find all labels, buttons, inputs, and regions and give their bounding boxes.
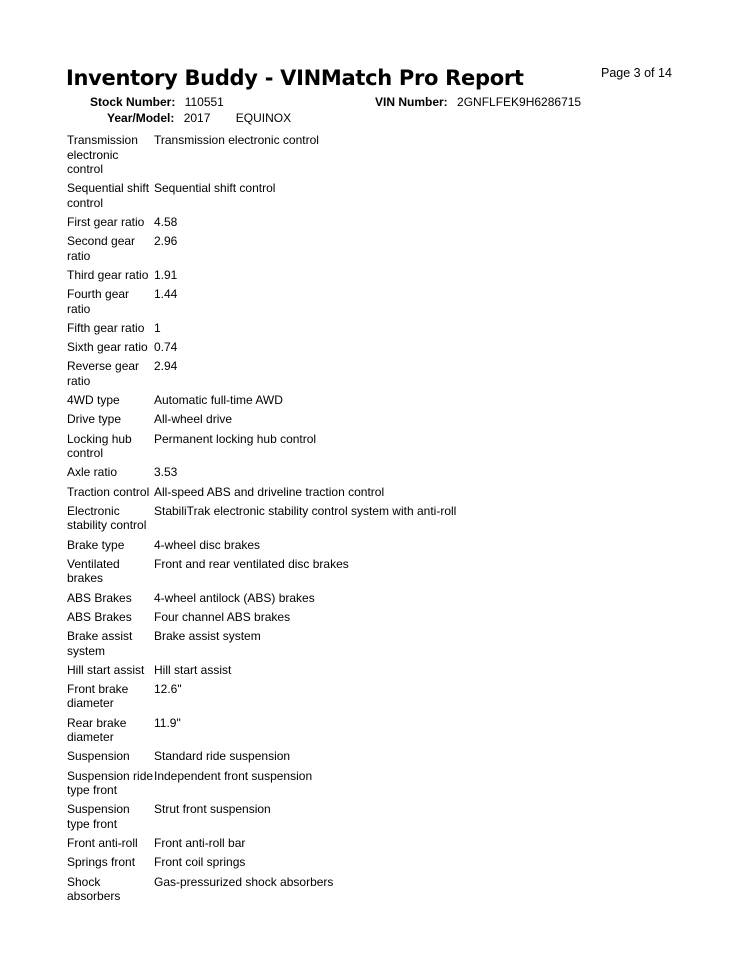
spec-value: Standard ride suspension: [154, 749, 291, 764]
spec-value: 2.94: [154, 359, 178, 374]
spec-value: Four channel ABS brakes: [154, 609, 291, 624]
spec-label: Brake type: [67, 537, 125, 552]
spec-value: 11.9": [154, 715, 181, 730]
stock-number-label: Stock Number:: [90, 95, 176, 109]
spec-label: Transmission electronic control: [67, 133, 138, 177]
spec-value: Front and rear ventilated disc brakes: [154, 556, 349, 571]
spec-label: Springs front: [67, 855, 136, 870]
spec-label: Fifth gear ratio: [67, 321, 145, 336]
spec-label: Drive type: [67, 412, 122, 427]
spec-row: [67, 234, 687, 268]
spec-label: Brake assist system: [67, 628, 133, 658]
spec-value: 4-wheel antilock (ABS) brakes: [154, 590, 315, 605]
spec-label: Ventilated brakes: [67, 556, 120, 586]
stock-number-value: 110551: [184, 95, 224, 109]
spec-row: [67, 591, 687, 610]
spec-row: [67, 432, 687, 466]
spec-value: StabiliTrak electronic stability control system with anti-roll: [154, 503, 457, 518]
spec-value: Sequential shift control: [154, 181, 276, 196]
spec-value: Transmission electronic control: [154, 133, 319, 147]
page-number: Page 3 of 14: [601, 66, 672, 80]
spec-label: Shock absorbers: [67, 874, 121, 904]
year-model-label: Year/Model:: [107, 111, 175, 125]
spec-value: Front anti-roll bar: [154, 836, 246, 851]
report-title: Inventory Buddy - VINMatch Pro Report: [66, 66, 524, 90]
spec-value: Strut front suspension: [154, 802, 271, 817]
model-value: EQUINOX: [235, 111, 292, 125]
spec-value: 4-wheel disc brakes: [154, 537, 261, 552]
spec-row: [67, 610, 687, 629]
spec-value: Permanent locking hub control: [154, 431, 317, 446]
spec-label: Front brake diameter: [67, 681, 129, 711]
spec-value: Hill start assist: [154, 662, 232, 677]
spec-label: Hill start assist: [67, 662, 145, 677]
spec-label: Reverse gear ratio: [67, 359, 140, 389]
spec-row: [67, 663, 687, 682]
spec-value: All-wheel drive: [154, 412, 233, 427]
spec-row: [67, 359, 687, 393]
spec-row: [67, 855, 687, 874]
spec-value: Brake assist system: [154, 628, 261, 643]
spec-row: [67, 287, 687, 321]
spec-label: Suspension type front: [67, 802, 130, 831]
spec-label: Electronic stability control: [67, 503, 147, 533]
spec-label: Suspension: [67, 749, 130, 764]
spec-label: First gear ratio: [67, 215, 145, 230]
spec-row: [67, 538, 687, 557]
spec-value: 1.91: [154, 268, 178, 283]
spec-row: [67, 181, 687, 215]
spec-label: Sequential shift control: [67, 181, 150, 210]
spec-row: [67, 268, 687, 287]
spec-row: [67, 504, 687, 538]
spec-row: [67, 557, 687, 591]
year-model-row: [107, 111, 291, 125]
spec-label: Second gear ratio: [67, 234, 136, 263]
spec-label: Suspension ride type front: [67, 768, 154, 798]
spec-value: 2.96: [154, 234, 178, 249]
spec-row: [67, 875, 687, 909]
spec-value: Independent front suspension: [154, 768, 313, 783]
stock-number-row: [90, 95, 224, 109]
spec-label: 4WD type: [67, 393, 120, 408]
spec-value: 1: [154, 321, 161, 336]
spec-label: Traction control: [67, 484, 150, 499]
year-value: 2017: [183, 111, 211, 125]
spec-label: Locking hub control: [67, 431, 132, 461]
spec-row: [67, 769, 687, 803]
spec-row: [67, 133, 687, 181]
spec-label: Third gear ratio: [67, 268, 149, 283]
spec-label: Front anti-roll: [67, 836, 138, 851]
spec-row: [67, 465, 687, 484]
spec-row: [67, 412, 687, 431]
spec-label: ABS Brakes: [67, 590, 132, 605]
spec-label: Axle ratio: [67, 465, 118, 480]
spec-label: Sixth gear ratio: [67, 340, 148, 355]
spec-row: [67, 393, 687, 412]
spec-row: [67, 716, 687, 750]
spec-row: [67, 340, 687, 359]
spec-value: All-speed ABS and driveline traction control: [154, 484, 385, 499]
spec-value: 3.53: [154, 465, 178, 480]
spec-value: 12.6": [154, 681, 182, 696]
spec-label: Fourth gear ratio: [67, 287, 130, 316]
spec-row: [67, 749, 687, 768]
spec-value: 4.58: [154, 215, 178, 230]
spec-list: [67, 133, 687, 908]
spec-value: Automatic full-time AWD: [154, 393, 283, 408]
spec-row: [67, 629, 687, 663]
spec-row: [67, 215, 687, 234]
spec-value: Gas-pressurized shock absorbers: [154, 874, 334, 889]
spec-row: [67, 485, 687, 504]
spec-row: [67, 836, 687, 855]
vin-number-value: 2GNFLFEK9H6286715: [457, 95, 582, 109]
spec-value: Front coil springs: [154, 855, 246, 870]
spec-value: 1.44: [154, 287, 178, 302]
vin-number-row: [375, 95, 581, 109]
spec-row: [67, 682, 687, 716]
spec-label: Rear brake diameter: [67, 715, 127, 745]
spec-label: ABS Brakes: [67, 609, 132, 624]
spec-row: [67, 321, 687, 340]
vin-number-label: VIN Number:: [375, 95, 448, 109]
spec-value: 0.74: [154, 340, 178, 355]
spec-row: [67, 802, 687, 836]
